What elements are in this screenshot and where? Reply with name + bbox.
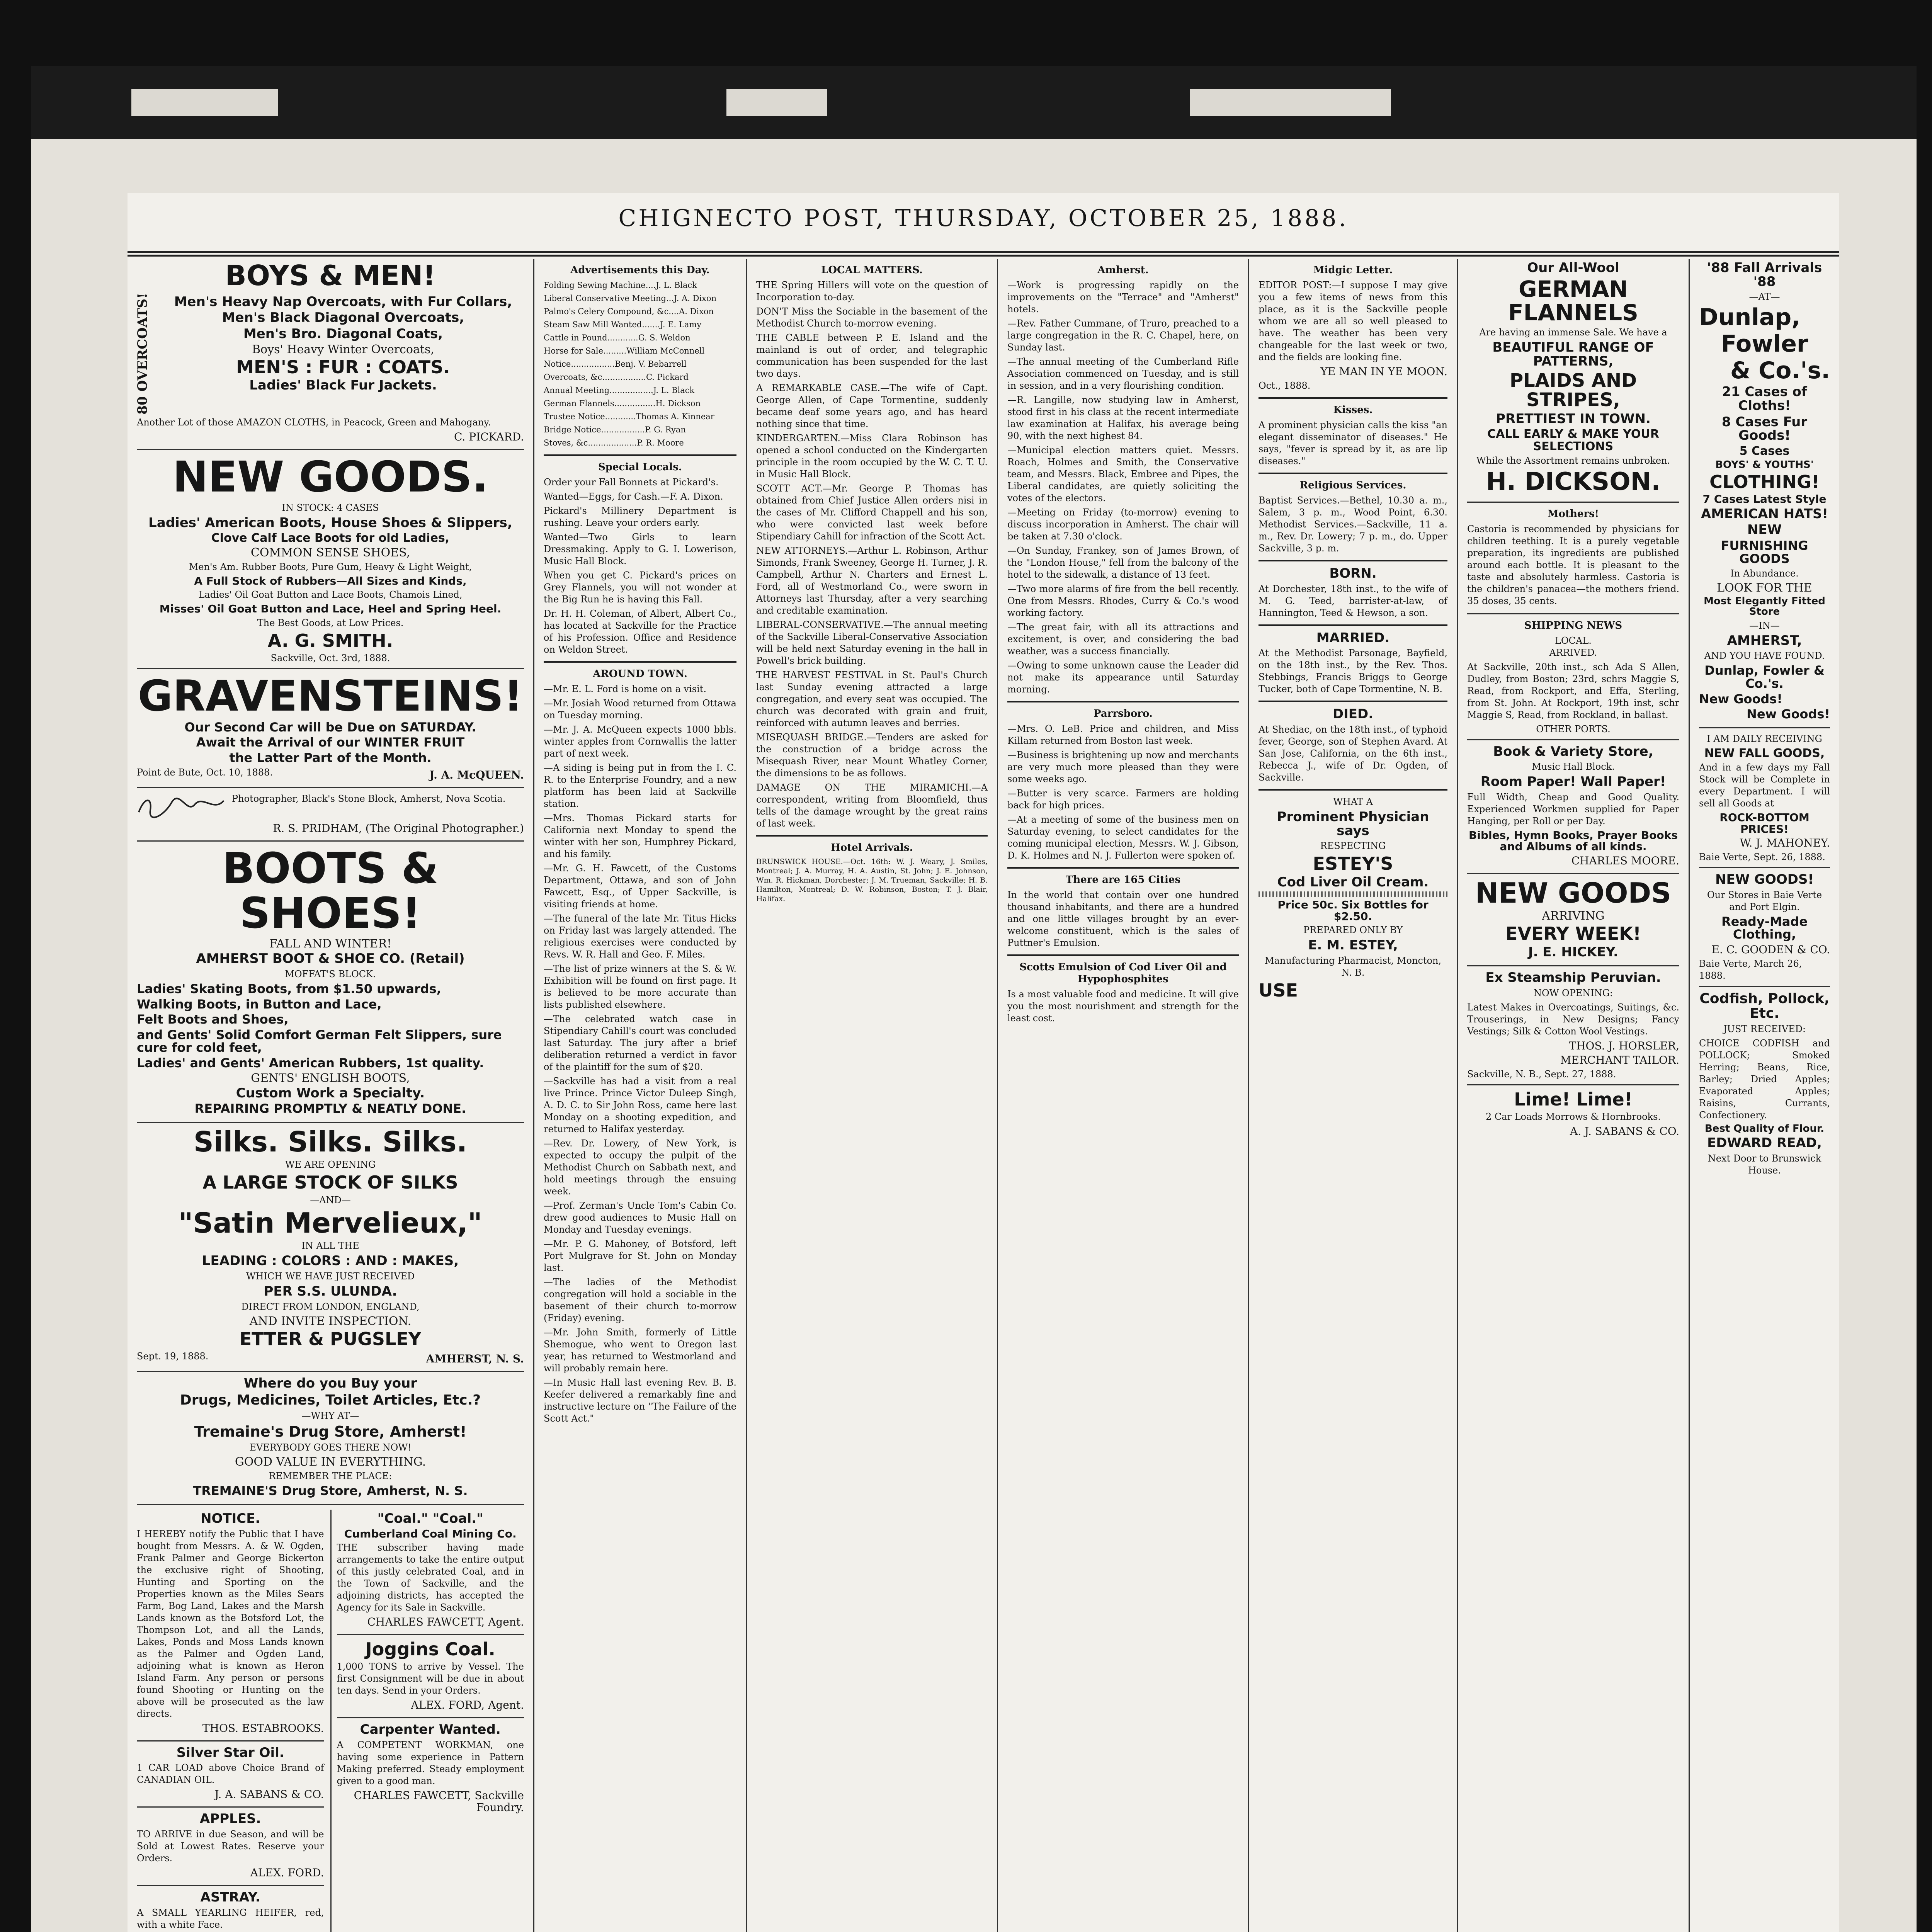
astray-ad (137, 1891, 324, 1932)
boys-men-title: BOYS & MEN! (225, 259, 436, 292)
drug-store-ad (137, 1377, 524, 1505)
horsler-place: Sackville, N. B., Sept. 27, 1888. (1467, 1068, 1616, 1080)
german-flannels-sub: Are having an immense Sale. We have a (1479, 327, 1667, 338)
clothing-label: CLOTHING! (1709, 471, 1820, 492)
gravensteins-ad (137, 671, 524, 788)
codfish-body: CHOICE CODFISH and POLLOCK; Smoked Herring; Beans, Rice, Barley; Dried Apples; Evaporated Apples; Raisins, Currants, Confectionery. (1699, 1037, 1830, 1121)
carpenter-title: Carpenter Wanted. (360, 1722, 501, 1738)
died-heading: DIED. (1332, 706, 1374, 722)
estey-title-2: Cod Liver Oil Cream. (1277, 874, 1429, 890)
wall-paper-title: Room Paper! Wall Paper! (1480, 774, 1666, 790)
mahoney-signature: W. J. MAHONEY. (1740, 837, 1830, 850)
silks-direct: DIRECT FROM LONDON, ENGLAND, (241, 1301, 420, 1312)
gravensteins-line-3: the Latter Part of the Month. (229, 750, 432, 765)
stores-label: Our Stores in Baie Verte and Port Elgin. (1707, 889, 1822, 912)
seven-cases-label: 7 Cases Latest Style (1702, 493, 1827, 506)
list-item: Bridge Notice.................P. G. Ryan (544, 425, 686, 434)
newspaper-page (128, 193, 1839, 1932)
hickey-arriving: ARRIVING (1542, 909, 1605, 923)
coal-ad (337, 1512, 524, 1635)
shipping-arrived: ARRIVED. (1549, 647, 1597, 658)
carpenter-ad (337, 1723, 524, 1813)
silks-date: Sept. 19, 1888. (137, 1351, 209, 1362)
amherst-item: —Municipal election matters quiet. Messrs. Roach, Holmes and Smith, the Conservative team, and Messrs. Black, Embree and Pipes, the Liberal candidates, are quietly soliciting the votes of the electors. (1007, 445, 1239, 503)
dunlap-name: Dunlap, (1699, 304, 1801, 331)
boys-line-1: Men's Heavy Nap Overcoats, with Fur Collars, (174, 294, 512, 310)
list-item: Liberal Conservative Meeting...J. A. Dixon (544, 294, 717, 303)
mothers-ad (1467, 508, 1679, 614)
town-item: —Prof. Zerman's Uncle Tom's Cabin Co. drew good audiences to Music Hall on Monday and Tuesday evenings. (544, 1200, 736, 1235)
town-item: —The list of prize winners at the S. & W. Exhibition will be found on first page. It is believed to be more accurate than lists published elsewhere. (544, 963, 736, 1010)
boys-line-2: Men's Black Diagonal Overcoats, (222, 310, 464, 326)
mahoney-place: Baie Verte, Sept. 26, 1888. (1699, 852, 1825, 863)
pridham-signature: R. S. PRIDHAM, (The Original Photographer.) (273, 822, 524, 835)
scotts-emulsion-body: Is a most valuable food and medicine. It will give you the most nourishment and strength for the least cost. (1007, 989, 1239, 1024)
drug-remember: REMEMBER THE PLACE: (269, 1471, 392, 1482)
peruvian-now-opening: NOW OPENING: (1533, 987, 1613, 998)
book-store-block: Music Hall Block. (1532, 761, 1615, 772)
received-label: JUST RECEIVED: (1723, 1023, 1806, 1034)
five-cases-label: 5 Cases (1739, 444, 1790, 458)
newspaper-scan (31, 66, 1917, 1932)
born-heading: BORN. (1329, 566, 1377, 581)
page-title: CHIGNECTO POST, THURSDAY, OCTOBER 25, 1888. (618, 205, 1349, 232)
drug-goes: EVERYBODY GOES THERE NOW! (249, 1442, 412, 1453)
boots-repair: REPAIRING PROMPTLY & NEATLY DONE. (194, 1101, 466, 1116)
bibles-label: Bibles, Hymn Books, Prayer Books and Albums of all kinds. (1469, 828, 1678, 853)
co-name: & Co.'s. (1730, 357, 1830, 384)
religious-services-body: Baptist Services.—Bethel, 10.30 a. m., Salem, 3 p. m., Wood Point, 6.30. Methodist Services.—Sackville, 11 a. m., Rev. Dr. Lowery; 7 p. m., do. Upper Sackville, 3 p. m. (1259, 495, 1447, 554)
boys-note: Another Lot of those AMAZON CLOTHS, in Peacock, Green and Mahogany. (137, 417, 491, 428)
new-goods-ad (137, 452, 524, 669)
new-goods-line-3: COMMON SENSE SHOES, (250, 546, 410, 560)
list-item: Overcoats, &c.................C. Pickard (544, 372, 689, 382)
shipping-local: LOCAL. (1555, 635, 1592, 646)
abundance-label: In Abundance. (1730, 568, 1799, 579)
flour-label: Best Quality of Flour. (1704, 1122, 1825, 1134)
boots-shoes-block: MOFFAT'S BLOCK. (285, 969, 376, 980)
gooden-ad (1699, 873, 1830, 987)
silks-title: Silks. Silks. Silks. (193, 1125, 468, 1158)
midgic-body: EDITOR POST:—I suppose I may give you a few items of news from this place, as it is the Sackville people whom we are all so well pleased to have. The weather has been very changeable for the last week or two, and the fields are looking fine. (1259, 280, 1447, 362)
silks-satin: "Satin Mervelieux," (179, 1206, 482, 1239)
local-matter-item: MISEQUASH BRIDGE.—Tenders are asked for the construction of a bridge across the Misequash River, near Mount Whatley Corner, the dimensions to be as follows. (756, 732, 988, 779)
peruvian-body: Latest Makes in Overcoatings, Suitings, &c. Trouserings, in New Designs; Fancy Vestings; Silk & Cotton Wool Vestings. (1467, 1002, 1679, 1037)
local-matter-item: THE CABLE between P. E. Island and the mainland is out of order, and telegraphic communication has been suspended for the last two days. (756, 332, 988, 379)
pridham-ad (137, 793, 524, 842)
gravensteins-signature: J. A. McQUEEN. (429, 769, 524, 782)
new-goods-line-5: A Full Stock of Rubbers—All Sizes and Kinds, (194, 574, 467, 587)
local-item: Wanted—Eggs, for Cash.—F. A. Dixon. (544, 491, 723, 502)
lime-ad (1467, 1090, 1679, 1137)
boys-line-3: Men's Bro. Diagonal Coats, (243, 326, 443, 342)
town-item: —Mr. P. G. Mahoney, of Botsford, left Port Mulgrave for St. John on Monday last. (544, 1238, 736, 1273)
notice-signature: THOS. ESTABROOKS. (202, 1721, 324, 1735)
fall-arrivals: '88 Fall Arrivals '88 (1707, 260, 1822, 289)
found-label: AND YOU HAVE FOUND. (1704, 650, 1825, 662)
midgic-signature: YE MAN IN YE MOON. (1320, 365, 1447, 378)
dunlap-ad (1699, 261, 1830, 728)
coal-company: Cumberland Coal Mining Co. (344, 1527, 517, 1540)
moore-signature: CHARLES MOORE. (1571, 854, 1679, 867)
parrsboro-item: —Butter is very scarce. Farmers are holding back for high prices. (1007, 788, 1239, 811)
new-label: NEW (1747, 522, 1782, 538)
column-6 (1457, 259, 1689, 1932)
local-matter-item: THE Spring Hillers will vote on the question of Incorporation to-day. (756, 280, 988, 303)
local-item: Wanted—Two Girls to learn Dressmaking. Apply to G. I. Lowerison, Music Hall Block. (544, 532, 736, 566)
lime-signature: A. J. SABANS & CO. (1570, 1125, 1679, 1138)
lime-title: Lime! Lime! (1514, 1088, 1633, 1110)
silks-all: IN ALL THE (301, 1240, 359, 1252)
mothers-body: Castoria is recommended by physicians for children teething. It is a purely vegetable preparation, its ingredients are published around each bottle. It is pleasant to the taste and absolutely harmless. Castoria is the children's panacea—the mothers friend. 35 doses, 35 cents. (1467, 523, 1679, 606)
advertisements-list (544, 279, 736, 449)
amherst-item: —R. Langille, now studying law in Amherst, stood first in his class at the recent intermediate law examination at Halifax, his average being 90, with the next highest 84. (1007, 395, 1239, 441)
fall-goods-label: NEW FALL GOODS, (1704, 746, 1825, 760)
gooden-signature: E. C. GOODEN & CO. (1711, 943, 1830, 956)
horsler-role: MERCHANT TAILOR. (1560, 1053, 1679, 1066)
born-body: At Dorchester, 18th inst., to the wife of M. G. Teed, barrister-at-law, of Hannington, Teed & Hewson, a son. (1259, 583, 1447, 618)
gravensteins-title: GRAVENSTEINS! (138, 671, 523, 721)
town-item: —Mr. J. A. McQueen expects 1000 bbls. winter apples from Cornwallis the latter part of next week. (544, 724, 736, 759)
carpenter-body: A COMPETENT WORKMAN, one having some experience in Pattern Making preferred. Steady employment given to a good man. (337, 1740, 524, 1787)
shipping-ports: OTHER PORTS. (1536, 723, 1611, 735)
drug-store-name-2: TREMAINE'S Drug Store, Amherst, N. S. (193, 1483, 468, 1498)
column-7 (1689, 259, 1839, 1932)
elegant-label: Most Elegantly Fitted Store (1704, 595, 1825, 618)
list-item: Trustee Notice............Thomas A. Kinnear (544, 412, 714, 421)
silver-star-body: 1 CAR LOAD above Choice Brand of CANADIAN OIL. (137, 1762, 324, 1786)
list-item: Folding Sewing Machine....J. L. Black (544, 281, 697, 290)
local-matter-item: DON'T Miss the Sociable in the basement of the Methodist Church to-morrow evening. (756, 306, 988, 329)
hotel-arrivals-heading: Hotel Arrivals. (831, 842, 913, 854)
wall-paper-body: Full Width, Cheap and Good Quality. Experienced Workmen supplied for Paper Hanging, per Roll or per Day. (1467, 791, 1679, 827)
dickson-name: H. DICKSON. (1486, 468, 1661, 497)
new-goods-1: New Goods! (1699, 691, 1782, 706)
list-item: Cattle in Pound............G. S. Weldon (544, 333, 690, 342)
estey-head-2: Prominent Physician says (1277, 809, 1429, 838)
while-label: While the Assortment remains unbroken. (1476, 455, 1670, 466)
coal-signature: CHARLES FAWCETT, Agent. (367, 1616, 524, 1629)
advertisements-heading: Advertisements this Day. (570, 264, 710, 276)
new-goods-title: NEW GOODS. (172, 452, 488, 502)
silks-received: WHICH WE HAVE JUST RECEIVED (246, 1271, 415, 1282)
column-1 (128, 259, 533, 1932)
local-item: Pickard's Millinery Department is rushing. Leave your orders early. (544, 505, 736, 528)
hickey-name: J. E. HICKEY. (1528, 944, 1618, 960)
apples-signature: ALEX. FORD. (250, 1866, 324, 1879)
dunlap-at: —AT— (1749, 291, 1780, 303)
new-goods-line-6: Ladies' Oil Goat Button and Lace Boots, Chamois Lined, (198, 589, 463, 600)
peruvian-ad (1467, 971, 1679, 1085)
shipping-title: SHIPPING NEWS (1524, 619, 1622, 631)
boys-signature: C. PICKARD. (454, 430, 524, 444)
drug-store-name: Tremaine's Drug Store, Amherst! (194, 1423, 467, 1440)
column-5 (1248, 259, 1457, 1932)
estey-price: Price 50c. Six Bottles for $2.50. (1277, 898, 1429, 923)
silks-opening: WE ARE OPENING (285, 1159, 376, 1170)
boots-line-2: Walking Boots, in Button and Lace, (137, 997, 382, 1012)
furnishing-label: FURNISHING GOODS (1721, 538, 1808, 566)
amherst-item: —Meeting on Friday (to-morrow) evening to discuss incorporation in Amherst. The chair will be taken at 7.30 o'clock. (1007, 507, 1239, 542)
fur-label: 8 Cases Fur Goods! (1721, 414, 1808, 444)
silks-ship: PER S.S. ULUNDA. (264, 1284, 397, 1299)
kisses-heading: Kisses. (1333, 404, 1373, 416)
gooden-place: Baie Verte, March 26, 1888. (1699, 958, 1802, 981)
in-label: —IN— (1749, 620, 1780, 631)
cities-body: In the world that contain over one hundred thousand inhabitants, and there are a hundred and one little villages brought by an ever-welcome constituent, which is the sales of Puttner's Emulsion. (1007, 889, 1239, 948)
boots-shoes-company: AMHERST BOOT & SHOE CO. (Retail) (196, 951, 465, 967)
list-item: Notice.................Benj. V. Bebarrell (544, 359, 687, 369)
gravensteins-place: Point de Bute, Oct. 10, 1888. (137, 767, 273, 778)
small-ads-row (137, 1510, 524, 1932)
joggins-coal-ad (337, 1640, 524, 1718)
silks-firm: ETTER & PUGSLEY (239, 1328, 422, 1349)
notice-body: I HEREBY notify the Public that I have bought from Messrs. A. & W. Ogden, Frank Palmer and George Bickerton the exclusive right of Shooting, Hunting and Sporting on the Properties known as the Miles Sears Farm, Bog Land, Lakes and the Marsh Lands known as the Botsford Lot, the Thompson Lot, and all the Lands, Lakes, Ponds and Moss Lands known as the Palmer and Ogden Land, adjoining what is known as Heron Island Farm. Any person or persons found Shooting or Hunting on the above will be prosecuted as the law directs. (137, 1528, 324, 1719)
apples-ad (137, 1812, 324, 1886)
local-item: When you get C. Pickard's prices on Grey Flannels, you will not wonder at the Big Run he is having this Fall. (544, 570, 736, 605)
town-item: —Rev. Dr. Lowery, of New York, is expected to occupy the pulpit of the Methodist Church on Sabbath next, and hold meetings through the ensuing week. (544, 1138, 736, 1197)
local-matter-item: NEW ATTORNEYS.—Arthur L. Robinson, Arthur Simonds, Frank Sweeney, George H. Turner, J. R. Campbell, Arthur N. Charters and Ernest L. Ford, all of Westmorland Co., were sworn in Attorneys last Thursday, after a very searching and creditable examination. (756, 545, 988, 616)
list-item: Stoves, &c...................P. R. Moore (544, 438, 684, 447)
list-item: Steam Saw Mill Wanted.......J. E. Lamy (544, 320, 702, 329)
town-item: —Mr. E. L. Ford is home on a visit. (544, 684, 706, 694)
apples-body: TO ARRIVE in due Season, and will be Sold at Lowest Rates. Reserve your Orders. (137, 1829, 324, 1864)
new-goods-line-4: Men's Am. Rubber Boots, Pure Gum, Heavy & Light Weight, (189, 561, 472, 572)
boots-shoes-title: BOOTS & SHOES! (222, 844, 439, 938)
new-goods-line-7: Misses' Oil Goat Button and Lace, Heel and Spring Heel. (159, 602, 502, 616)
smith-name: A. G. SMITH. (267, 630, 393, 651)
hickey-ad (1467, 876, 1679, 967)
list-item: German Flannels................H. Dickson (544, 399, 701, 408)
boots-line-4: and Gents' Solid Comfort German Felt Slippers, sure cure for cold feet, (137, 1027, 502, 1055)
book-store-ad (1467, 745, 1679, 874)
midgic-heading: Midgic Letter. (1313, 264, 1393, 276)
hats-label: AMERICAN HATS! (1701, 506, 1828, 522)
town-item: —Mr. G. H. Fawcett, of the Customs Department, Ottawa, and son of John Fawcett, Esq., of Upper Sackville, is visiting friends at home. (544, 863, 736, 910)
silks-invite: AND INVITE INSPECTION. (249, 1314, 412, 1328)
estey-head-1: WHAT A (1333, 796, 1373, 808)
married-heading: MARRIED. (1316, 630, 1390, 646)
local-matter-item: KINDERGARTEN.—Miss Clara Robinson has opened a school conducted on the Kindergarten principle in the room occupied by the W. C. T. U. in Music Hall Block. (756, 433, 988, 480)
town-item: —The celebrated watch case in Stipendiary Cahill's court was concluded last Saturday. The jury after a brief deliberation returned a verdict in favor of the plaintiff for the sum of $20. (544, 1014, 736, 1072)
town-item: —The funeral of the late Mr. Titus Hicks on Friday last was largely attended. The religious exercises were conducted by Revs. W. R. Hall and Geo. F. Miles. (544, 913, 736, 960)
peruvian-title: Ex Steamship Peruvian. (1485, 970, 1661, 986)
hickey-new-goods: NEW GOODS (1475, 876, 1672, 909)
shipping-news (1467, 620, 1679, 740)
estey-respecting: RESPECTING (1320, 840, 1386, 852)
silks-place: AMHERST, N. S. (426, 1352, 524, 1366)
drug-items: Drugs, Medicines, Toilet Articles, Etc.? (180, 1392, 481, 1408)
rock-bottom-label: ROCK-BOTTOM PRICES! (1719, 811, 1810, 835)
boots-shoes-ad (137, 846, 524, 1123)
list-item: Horse for Sale.........William McConnell (544, 346, 705, 355)
special-locals-heading: Special Locals. (598, 461, 682, 473)
astray-title: ASTRAY. (200, 1889, 260, 1905)
amherst-item: —Owing to some unknown cause the Leader did not make its appearance until Saturday morning. (1007, 660, 1239, 695)
new-goods-line-2: Clove Calf Lace Boots for old Ladies, (211, 531, 450, 545)
boys-line-5: MEN'S : FUR : COATS. (236, 356, 450, 378)
estey-place: Manufacturing Pharmacist, Moncton, N. B. (1264, 955, 1442, 978)
amherst-item: —Rev. Father Cummane, of Truro, preached to a large congregation in the R. C. Chapel, here, on Sunday last. (1007, 318, 1239, 353)
amherst-item: —The great fair, with all its attractions and excitement, is over, and considering the bad weather, was a success financially. (1007, 622, 1239, 656)
torn-top-edge (31, 66, 1917, 139)
silver-star-title: Silver Star Oil. (176, 1745, 284, 1760)
town-item: —The ladies of the Methodist congregation will hold a sociable in the basement of their church to-morrow (Friday) evening. (544, 1277, 736, 1323)
estey-prepared-by: PREPARED ONLY BY (1303, 925, 1403, 936)
read-name: EDWARD READ, (1707, 1135, 1822, 1151)
local-matter-item: THE HARVEST FESTIVAL in St. Paul's Church last Sunday evening attracted a large congregation, and every seat was occupied. The church was decorated with grain and fruit, reinforced with autumn leaves and berries. (756, 670, 988, 728)
apples-title: APPLES. (200, 1811, 261, 1827)
fowler-name: Fowler (1721, 330, 1808, 358)
amherst-item: —Work is progressing rapidly on the improvements on the "Terrace" and "Amherst" hotels. (1007, 280, 1239, 315)
pridham-signature-logo (137, 793, 226, 820)
boots-shoes-season: FALL AND WINTER! (269, 937, 392, 951)
book-store-title: Book & Variety Store, (1493, 743, 1653, 759)
mahoney-ad (1699, 733, 1830, 868)
coal-body: THE subscriber having made arrangements to take the entire output of this justly celebrated Coal, and in the Town of Sackville, and the adjoining districts, has accepted the Agency for its Sale in Sackville. (337, 1542, 524, 1613)
prettiest-label: PRETTIEST IN TOWN. (1496, 411, 1651, 427)
local-matter-item: LIBERAL-CONSERVATIVE.—The annual meeting of the Sackville Liberal-Conservative Association will be held next Saturday evening in the hall in Powell's brick building. (756, 619, 988, 666)
fall-goods-body: And in a few days my Fall Stock will be Complete in every Department. I will sell all Goods at (1699, 762, 1830, 809)
column-2 (533, 259, 746, 1932)
overcoats-side-label: 80 OVERCOATS! (135, 293, 150, 415)
town-item: —Mr. Josiah Wood returned from Ottawa on Tuesday morning. (544, 698, 736, 721)
estey-title: ESTEY'S (1313, 853, 1393, 874)
boots-custom: Custom Work a Specialty. (236, 1085, 425, 1101)
died-body: At Shediac, on the 18th inst., of typhoid fever, George, son of Stephen Avard. At San Jose, California, on the 6th inst., Rebecca J., wife of Dr. Ogden, of Sackville. (1259, 724, 1447, 783)
new-goods-3: NEW GOODS! (1715, 872, 1814, 888)
boys-line-6: Ladies' Black Fur Jackets. (249, 377, 437, 393)
column-4 (997, 259, 1248, 1932)
masthead (128, 193, 1839, 257)
call-early-label: CALL EARLY & MAKE YOUR SELECTIONS (1487, 427, 1659, 453)
estey-maker: E. M. ESTEY, (1308, 937, 1398, 953)
estey-ad (1259, 796, 1447, 1000)
column-3 (746, 259, 997, 1932)
german-flannels-ad (1467, 261, 1679, 503)
patterns-label: BEAUTIFUL RANGE OF PATTERNS, (1492, 340, 1654, 369)
town-item: —Mrs. Thomas Pickard starts for California next Monday to spend the winter with her son, Humphrey Pickard, and his family. (544, 813, 736, 859)
parrsboro-item: —At a meeting of some of the business men on Saturday evening, to select candidates for the coming municipal election, Messrs. W. J. Gibson, D. K. Holmes and N. J. Fullerton were spoken of. (1007, 814, 1239, 861)
mothers-title: Mothers! (1547, 508, 1599, 520)
amherst-item: —The annual meeting of the Cumberland Rifle Association commenced on Tuesday, and is still in session, and in a very flourishing condition. (1007, 356, 1239, 391)
drug-value: GOOD VALUE IN EVERYTHING. (235, 1455, 426, 1469)
silks-and: —AND— (310, 1194, 351, 1206)
use-word: USE (1259, 980, 1298, 1001)
local-matters-heading: LOCAL MATTERS. (821, 264, 923, 276)
german-flannels-title: GERMAN FLANNELS (1508, 276, 1638, 326)
amherst-label: AMHERST, (1727, 633, 1802, 648)
local-item: Order your Fall Bonnets at Pickard's. (544, 477, 719, 488)
new-goods-tag: The Best Goods, at Low Prices. (257, 617, 404, 628)
joggins-body: 1,000 TONS to arrive by Vessel. The first Consignment will be due in about ten days. Send in your Orders. (337, 1661, 524, 1696)
local-item: Dr. H. H. Coleman, of Albert, Albert Co., has located at Sackville for the Practice of his Profession. Office and Residence on Weldon Street. (544, 608, 736, 655)
columns (128, 259, 1839, 1932)
youths-label: BOYS' & YOUTHS' (1715, 459, 1814, 471)
new-goods-stock: IN STOCK: 4 CASES (282, 502, 379, 513)
look-label: LOOK FOR THE (1717, 581, 1812, 595)
allwool-label: Our All-Wool (1527, 260, 1619, 276)
coal-title: "Coal." "Coal." (377, 1511, 483, 1526)
list-item: Palmo's Celery Compound, &c....A. Dixon (544, 307, 714, 316)
new-goods-2: New Goods! (1747, 707, 1830, 722)
midgic-date: Oct., 1888. (1259, 380, 1311, 391)
parrsboro-item: —Business is brightening up now and merchants are very much more pleased than they were some weeks ago. (1007, 750, 1239, 784)
gravensteins-line-2: Await the Arrival of our WINTER FRUIT (196, 735, 465, 750)
boots-line-1: Ladies' Skating Boots, from $1.50 upwards, (137, 981, 441, 997)
astray-body: A SMALL YEARLING HEIFER, red, with a white Face. (137, 1907, 324, 1930)
hickey-every-week: EVERY WEEK! (1505, 923, 1641, 944)
amherst-item: —On Sunday, Frankey, son of James Brown, of the "London House," fell from the balcony of the hotel to the sidewalk, a distance of 13 feet. (1007, 545, 1239, 580)
plaids-label: PLAIDS AND STRIPES, (1509, 369, 1637, 411)
cities-heading: There are 165 Cities (1065, 874, 1181, 886)
drug-at: —WHY AT— (301, 1410, 359, 1421)
silver-star-ad (137, 1746, 324, 1808)
boots-line-5: Ladies' and Gents' American Rubbers, 1st quality. (137, 1056, 484, 1070)
boys-men-ad (137, 261, 524, 450)
new-goods-line-1: Ladies' American Boots, House Shoes & Slippers, (148, 515, 512, 531)
notice-title: NOTICE. (201, 1511, 260, 1526)
boots-line-3: Felt Boots and Shoes, (137, 1012, 289, 1027)
town-item: —A siding is being put in from the I. C. R. to the Enterprise Foundry, and a new platform has been laid at Sackville station. (544, 762, 736, 809)
shipping-body: At Sackville, 20th inst., sch Ada S Allen, Dudley, from Boston; 23rd, schrs Maggie S, Read, from Rockport, and Effa, Sterling, from St. John. At Rockport, 19th inst, schr Maggie S, Read, from Rockland, in ballast. (1467, 661, 1679, 720)
boys-line-4: Boys' Heavy Winter Overcoats, (252, 342, 434, 356)
religious-services-heading: Religious Services. (1299, 480, 1406, 491)
local-matter-item: SCOTT ACT.—Mr. George P. Thomas has obtained from Chief Justice Allen orders nisi in the cases of Mr. Clifford Chappell and his son, who were convicted last week before Stipendiary Cahill for infraction of the Scott Act. (756, 483, 988, 542)
readymade-label: Ready-Made Clothing, (1721, 914, 1808, 942)
joggins-title: Joggins Coal. (365, 1639, 495, 1660)
silks-ad (137, 1125, 524, 1372)
gravensteins-line-1: Our Second Car will be Due on SATURDAY. (184, 719, 476, 735)
read-place: Next Door to Brunswick House. (1708, 1153, 1821, 1176)
town-item: —In Music Hall last evening Rev. B. B. Keefer delivered a remarkably fine and instructive lecture on "The Failure of the Scott Act." (544, 1377, 736, 1424)
parrsboro-item: —Mrs. O. LeB. Price and children, and Miss Killam returned from Boston last week. (1007, 723, 1239, 746)
dunlap-repeat: Dunlap, Fowler & Co.'s. (1704, 663, 1825, 691)
town-item: —Mr. John Smith, formerly of Little Shemogue, who went to Oregon last year, has returned to Westmorland and will probably remain here. (544, 1327, 736, 1374)
list-item: Annual Meeting.................J. L. Black (544, 386, 695, 395)
amherst-item: —Two more alarms of fire from the bell recently. One from Messrs. Rhodes, Curry & Co.'s wood working factory. (1007, 583, 1239, 618)
codfish-title: Codfish, Pollock, Etc. (1699, 990, 1830, 1021)
local-matter-item: A REMARKABLE CASE.—The wife of Capt. George Allen, of Cape Tormentine, suddenly became deaf some years ago, and has heard nothing since that time. (756, 383, 988, 429)
local-matter-item: DAMAGE ON THE MIRAMICHI.—A correspondent, writing from Bloomfield, thus tells of the damage wrought by the great rains of last week. (756, 782, 988, 829)
joggins-signature: ALEX. FORD, Agent. (411, 1699, 524, 1712)
smith-place: Sackville, Oct. 3rd, 1888. (270, 653, 390, 664)
scotts-emulsion-heading: Scotts Emulsion of Cod Liver Oil and Hypophosphites (1019, 961, 1227, 985)
horsler-name: THOS. J. HORSLER, (1569, 1039, 1679, 1052)
pridham-title: Photographer, Black's Stone Block, Amherst, Nova Scotia. (232, 793, 506, 804)
silver-star-signature: J. A. SABANS & CO. (214, 1788, 324, 1801)
hotel-arrivals-body: BRUNSWICK HOUSE.—Oct. 16th: W. J. Weary, J. Smiles, Montreal; J. A. Murray, H. A. Austin, St. John; J. E. Johnson, Wm. R. Hickman, Dorchester; J. M. Trueman, Sackville; H. B. Hamilton, Montreal; D. W. Robinson, Boston; T. J. Blair, Halifax. (756, 857, 988, 903)
around-town-heading: AROUND TOWN. (593, 668, 687, 680)
receiving-label: I AM DAILY RECEIVING (1707, 733, 1822, 744)
parrsboro-heading: Parrsboro. (1094, 708, 1153, 719)
cloths-label: 21 Cases of Cloths! (1722, 384, 1807, 414)
town-item: —Sackville has had a visit from a real live Prince. Prince Victor Duleep Singh, A. D. C. to Sir John Ross, came here last Monday on a shooting expedition, and returned to Halifax yesterday. (544, 1076, 736, 1134)
boots-english: GENTS' ENGLISH BOOTS, (251, 1071, 410, 1085)
lime-sub: 2 Car Loads Morrows & Hornbrooks. (1485, 1111, 1661, 1122)
drug-question: Where do you Buy your (243, 1376, 417, 1391)
amherst-heading: Amherst. (1097, 264, 1149, 276)
carpenter-signature: CHARLES FAWCETT, Sackville Foundry. (354, 1789, 524, 1814)
silks-stock: A LARGE STOCK OF SILKS (202, 1172, 458, 1193)
silks-leading: LEADING : COLORS : AND : MAKES, (202, 1253, 459, 1269)
married-body: At the Methodist Parsonage, Bayfield, on the 18th inst., by the Rev. Thos. Stebbings, Francis Briggs to George Tucker, both of Cape Tormentine, N. B. (1259, 648, 1447, 695)
read-ad (1699, 992, 1830, 1177)
kisses-body: A prominent physician calls the kiss "an elegant disseminator of diseases." He says, "fever is spread by it, as are lip diseases." (1259, 420, 1447, 466)
notice-ad (137, 1512, 324, 1742)
